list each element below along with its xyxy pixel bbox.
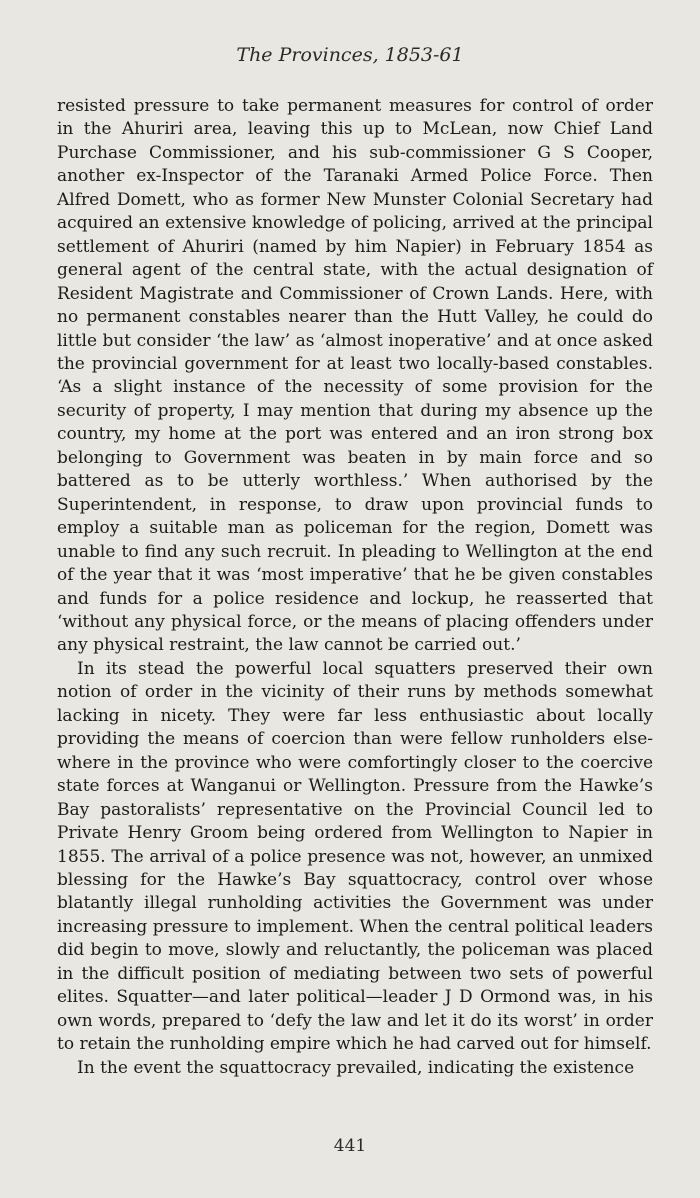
body-text (57, 95, 653, 1080)
paragraph-1: resisted pressure to take permanent measures for control of order in the Ahuriri area, leaving this up to McLean, now Chief Land Purchase Commissioner, and his sub-commissioner G S Cooper, another ex-Inspector of the Taranaki Armed Police Force. Then Alfred Domett, who as former New Munster Colonial Secretary had acquired an extensive knowledge of policing, arrived at the principal settlement of Ahuriri (named by him Napier) in February 1854 as general agent of the central state, with the actual designation of Resident Magistrate and Commissioner of Crown Lands. Here, with no permanent constables nearer than the Hutt Valley, he could do little but consider ‘the law’ as ‘almost inoperative’ and at once asked the provincial government for at least two locally-based constables. ‘As a slight instance of the necessity of some provision for the security of property, I may mention that during my absence up the country, my home at the port was entered and an iron strong box belonging to Government was beaten in by main force and so battered as to be utterly worthless.’ When authorised by the Superintendent, in response, to draw upon provincial funds to employ a suitable man as policeman for the region, Domett was unable to find any such recruit. In pleading to Wellington at the end of the year that it was ‘most imperative’ that he be given constables and funds for a police residence and lockup, he reasserted that ‘without any physical force, or the means of placing offenders under any physical restraint, the law cannot be carried out.’ (57, 96, 653, 656)
paragraph-2: In its stead the powerful local squatters preserved their own notion of order in the vicinity of their runs by methods somewhat lacking in nicety. They were far less enthusiastic about locally providing the means of coercion than were fellow runholders elsewhere in the province who were comfortingly closer to the coercive state forces at Wanganui or Wellington. Pressure from the Hawke’s Bay pastoralists’ representative on the Provincial Council led to Private Henry Groom being ordered from Wellington to Napier in 1855. The arrival of a police presence was not, however, an unmixed blessing for the Hawke’s Bay squattocracy, control over whose blatantly illegal runholding activities the Government was under increasing pressure to implement. When the central political leaders did begin to move, slowly and reluctantly, the policeman was placed in the difficult position of mediating between two sets of powerful elites. Squatter—and later political—leader J D Ormond was, in his own words, prepared to ‘defy the law and let it do its worst’ in order to retain the runholding empire which he had carved out for himself. (57, 658, 653, 1055)
running-head: The Provinces, 1853-61 (236, 44, 464, 66)
paragraph-3: In the event the squattocracy prevailed, indicating the existence (77, 1057, 635, 1078)
page-number: 441 (333, 1136, 367, 1156)
